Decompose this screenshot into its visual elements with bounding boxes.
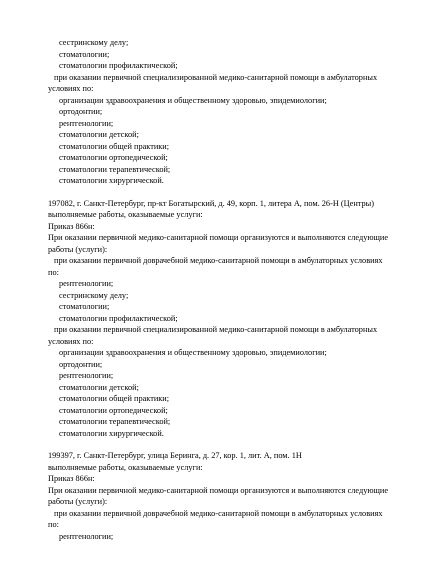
address-line: 197082, г. Санкт-Петербург, пр-кт Богатырский, д. 49, корп. 1, литера А, пом. 26-Н (Центры) <box>48 198 375 208</box>
order-reference: Приказ 866н: <box>48 221 95 231</box>
service-item: стоматологии детской; <box>59 130 139 139</box>
intro-text-cont: работы (услуги): <box>48 497 108 506</box>
address-section <box>48 198 408 440</box>
address-section <box>48 450 408 542</box>
service-item: сестринскому делу; <box>59 38 129 47</box>
service-item: стоматологии общей практики; <box>59 141 170 151</box>
care-type-heading-cont: по: <box>48 520 59 529</box>
service-item: сестринскому делу; <box>59 290 129 300</box>
document-text <box>48 37 408 542</box>
service-item: стоматологии ортопедической; <box>59 153 168 162</box>
works-label: выполняемые работы, оказываемые услуги: <box>48 210 203 219</box>
service-item: стоматологии профилактической; <box>59 61 178 70</box>
intro-text: При оказании первичной медико-санитарной помощи организуются и выполняются следующие <box>48 485 389 495</box>
care-type-heading: при оказании первичной доврачебной медико-санитарной помощи в амбулаторных условиях <box>54 508 383 518</box>
service-item: стоматологии хирургической. <box>59 176 164 185</box>
service-item: ортодонтии; <box>59 107 103 116</box>
care-type-heading-cont: условиях по: <box>48 336 94 346</box>
service-item: стоматологии терапевтической; <box>59 164 171 174</box>
service-item: рентгенологии; <box>59 279 114 288</box>
order-reference: Приказ 866н: <box>48 474 95 483</box>
service-item: организации здравоохранения и общественному здоровью, эпидемиологии; <box>59 348 327 357</box>
care-type-heading-cont: по: <box>48 267 59 277</box>
service-item: стоматологии профилактической; <box>59 313 178 323</box>
service-item: ортодонтии; <box>59 359 103 369</box>
service-item: стоматологии ортопедической; <box>59 405 168 415</box>
care-type-heading: при оказании первичной специализированной медико-санитарной помощи в амбулаторных <box>54 72 378 82</box>
section-continuation <box>48 37 408 187</box>
intro-text: При оказании первичной медико-санитарной помощи организуются и выполняются следующие <box>48 233 389 242</box>
works-label: выполняемые работы, оказываемые услуги: <box>48 462 203 472</box>
address-line: 199397, г. Санкт-Петербург, улица Беринга, д. 27, кор. 1, лит. А, пом. 1Н <box>48 451 302 460</box>
service-item: организации здравоохранения и общественному здоровью, эпидемиологии; <box>59 95 327 105</box>
intro-text-cont: работы (услуги): <box>48 244 108 254</box>
service-item: стоматологии детской; <box>59 382 139 392</box>
service-item: рентгенологии; <box>59 531 114 541</box>
service-item: стоматологии; <box>59 302 110 311</box>
service-item: стоматологии; <box>59 49 110 59</box>
service-item: стоматологии хирургической. <box>59 428 164 438</box>
service-item: рентгенологии; <box>59 118 114 128</box>
service-item: рентгенологии; <box>59 371 114 380</box>
care-type-heading: при оказании первичной специализированной медико-санитарной помощи в амбулаторных <box>54 325 378 334</box>
care-type-heading-cont: условиях по: <box>48 84 94 93</box>
care-type-heading: при оказании первичной доврачебной медико-санитарной помощи в амбулаторных условиях <box>54 256 383 265</box>
service-item: стоматологии общей практики; <box>59 394 170 403</box>
service-item: стоматологии терапевтической; <box>59 417 171 426</box>
